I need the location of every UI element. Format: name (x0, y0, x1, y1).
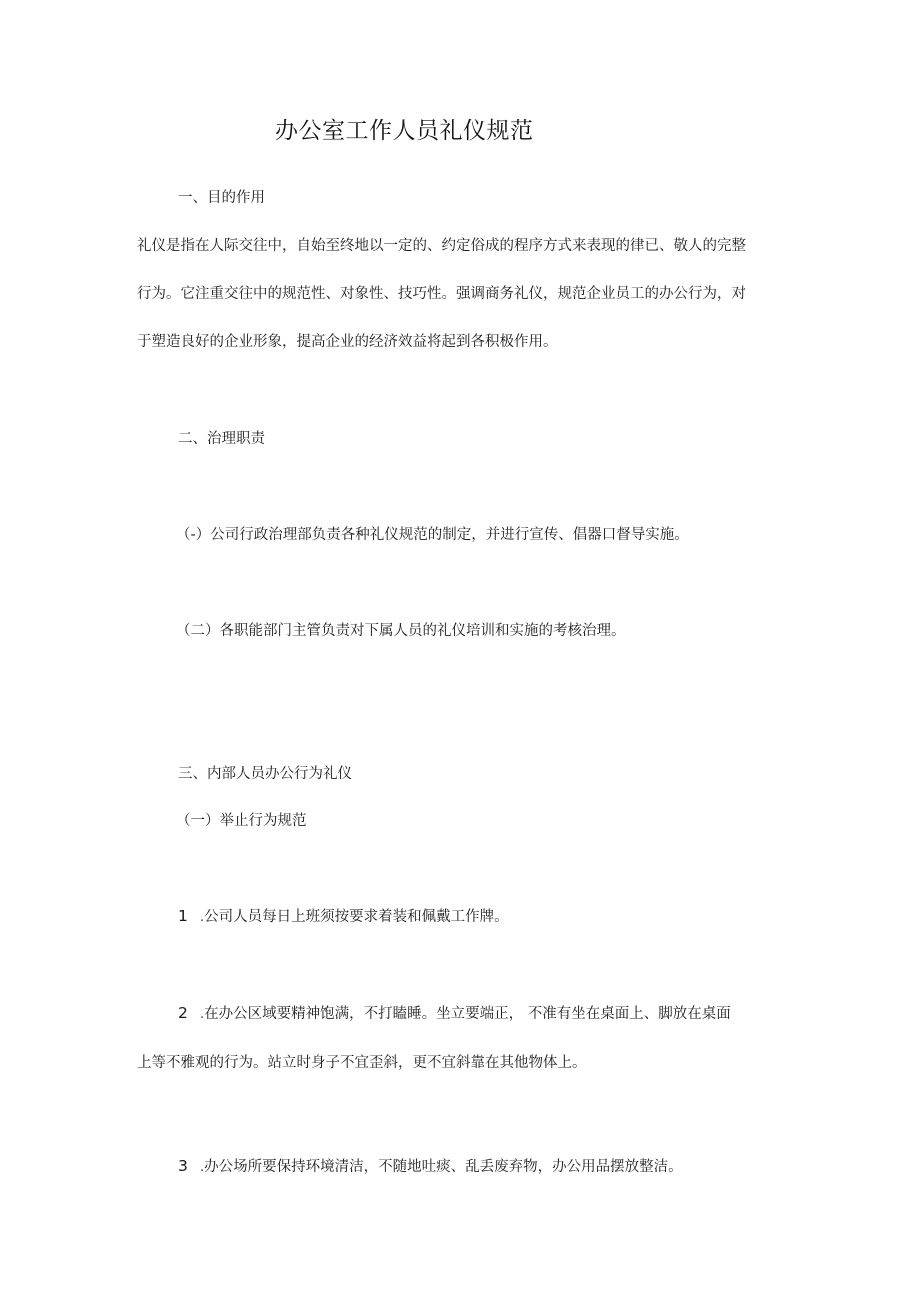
section1-paragraph-line-3: 于塑造良好的企业形象，提高企业的经济效益将起到各积极作用。 (137, 334, 558, 350)
section2-item-1: （-）公司行政治理部负责各种礼仪规范的制定，并进行宣传、倡器口督导实施。 (176, 527, 689, 543)
rule-1 (178, 905, 509, 926)
section1-heading: 一、目的作用 (178, 190, 265, 206)
section1-paragraph-line-2: 行为。它注重交往中的规范性、对象性、技巧性。强调商务礼仪，规范企业员工的办公行为，对 (137, 286, 746, 302)
rule-1-text: 公司人员每日上班须按要求着装和佩戴工作牌。 (204, 909, 509, 925)
rule-2 (178, 1002, 731, 1023)
section1-paragraph-line-1: 礼仪是指在人际交往中，自始至终地以一定的、约定俗成的程序方式来表现的律已、敬人的完整 (137, 238, 746, 254)
rule-2-continuation: 上等不雅观的行为。站立时身子不宜歪斜，更不宜斜靠在其他物体上。 (137, 1055, 587, 1071)
rule-3 (178, 1155, 683, 1176)
rule-1-number: 1 (178, 907, 188, 925)
section2-item-2: （二）各职能部门主管负责对下属人员的礼仪培训和实施的考核治理。 (176, 623, 626, 639)
section2-heading: 二、治理职责 (178, 431, 265, 447)
rule-3-text: 办公场所要保持环境清洁，不随地吐痰、乱丢废弃物，办公用品摆放整洁。 (204, 1159, 683, 1175)
rule-2-dot: . (200, 1007, 205, 1022)
rule-3-dot: . (200, 1160, 205, 1175)
section3-heading: 三、内部人员办公行为礼仪 (178, 766, 352, 782)
rule-1-dot: . (200, 910, 205, 925)
section3-subheading: （一）举止行为规范 (176, 813, 307, 829)
rule-3-number: 3 (178, 1157, 188, 1175)
document-title: 办公室工作人员礼仪规范 (275, 118, 534, 144)
rule-2-number: 2 (178, 1004, 188, 1022)
rule-2-text: 在办公区域要精神饱满，不打瞌睡。坐立要端正， 不准有坐在桌面上、脚放在桌面 (204, 1006, 731, 1022)
